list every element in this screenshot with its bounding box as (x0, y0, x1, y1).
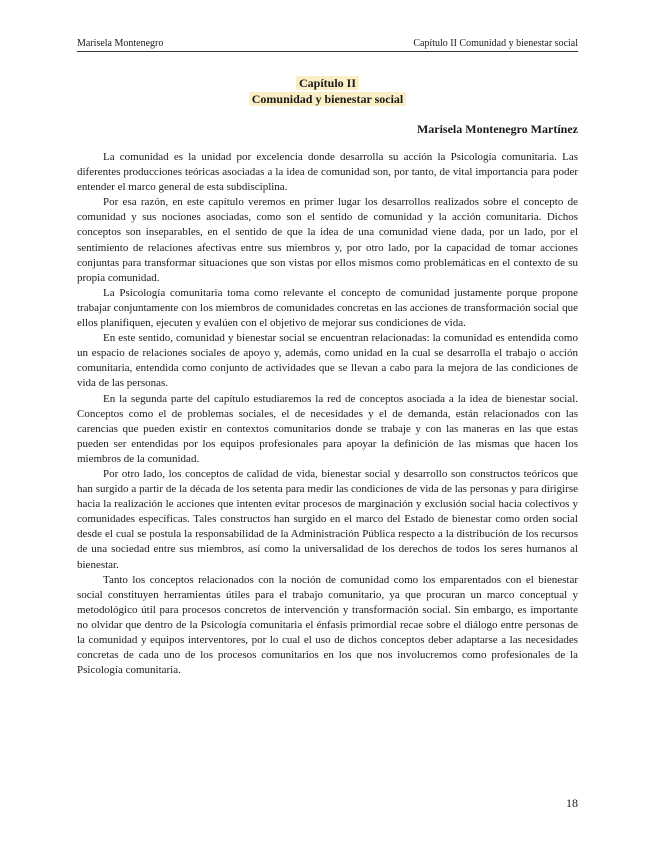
page-number: 18 (566, 796, 578, 810)
paragraph: Por otro lado, los conceptos de calidad de vida, bienestar social y desarrollo son constructos teóricos que han surgido a partir de la década de los setenta para medir las condiciones de vida de las personas y para dirigirse hacia la realización le acciones que intenten evitar procesos de marginación y exclusión social hacia colectivos y comunidades específicas. Tales constructos han surgido en el marco del Estado de bienestar como orden social desde el cual se postula la responsabilidad de la Administración Pública respecto a la distribución de los recursos de una sociedad entre sus miembros, así como la universalidad de los derechos de todos los seres humanos al bienestar. (77, 467, 578, 571)
paragraph: Por esa razón, en este capítulo veremos en primer lugar los desarrollos realizados sobre el concepto de comunidad y sus nociones asociadas, como son el sentido de comunidad y la acción comunitaria. Dichos conceptos son inseparables, en el sentido de que la idea de una comunidad viene dada, por un lado, por el sentimiento de relaciones afectivas entre sus miembros y, por otro lado, por la capacidad de tomar acciones conjuntas para transformar situaciones que son vistas por ellos mismos como problemáticas en el contexto de su propia comunidad. (77, 196, 578, 284)
header-author: Marisela Montenegro (77, 38, 164, 49)
header-chapter: Capítulo II Comunidad y bienestar social (413, 38, 578, 49)
chapter-heading (77, 75, 578, 107)
paragraph: La comunidad es la unidad por excelencia donde desarrolla su acción la Psicología comunitaria. Las diferentes producciones teóricas asociadas a la idea de comunidad son, por tanto, de vital importancia para poder entender el marco general de esta subdisciplina. (77, 151, 578, 194)
body-text (77, 150, 578, 678)
paragraph: En la segunda parte del capítulo estudiaremos la red de conceptos asociada a la idea de bienestar social. Conceptos como el de problemas sociales, el de necesidades y el de demanda, están relacionados con las carencias que pueden existir en contextos comunitarios donde se trabaje y con las maneras en las que estas pueden ser entendidas por los equipos profesionales para apoyar la definición de las mismas que hacen los miembros de la comunidad. (77, 392, 578, 465)
author-name: Marisela Montenegro Martínez (416, 122, 578, 136)
chapter-number: Capítulo II (296, 76, 359, 90)
paragraph: En este sentido, comunidad y bienestar social se encuentran relacionadas: la comunidad es entendida como un espacio de relaciones sociales de apoyo y, además, como unidad en la cual se desarrolla el trabajo o acción comunitaria, entendida como conjunto de actividades que se llevan a cabo para la mejora de las condiciones de vida de las personas. (77, 332, 578, 390)
paragraph: Tanto los conceptos relacionados con la noción de comunidad como los emparentados con el bienestar social constituyen herramientas útiles para el trabajo comunitario, ya que procuran un marco conceptual y metodológico útil para procesos concretos de intervención y transformación social. Sin embargo, es importante no olvidar que dentro de la Psicología comunitaria el énfasis primordial recae sobre el diálogo entre personas de la comunidad y equipos interventores, por lo cual el uso de dichos conceptos deber adaptarse a las necesidades concretas de cada uno de los procesos comunitarios en los que nos involucremos como profesionales de la Psicología comunitaria. (77, 573, 578, 677)
chapter-title: Comunidad y bienestar social (249, 92, 406, 106)
running-header (77, 38, 578, 52)
paragraph: La Psicología comunitaria toma como relevante el concepto de comunidad justamente porque propone trabajar conjuntamente con los miembros de comunidades concretas en las acciones de transformación social que ellos planifiquen, ejecuten y evalúen con el objetivo de mejorar sus condiciones de vida. (77, 286, 578, 330)
